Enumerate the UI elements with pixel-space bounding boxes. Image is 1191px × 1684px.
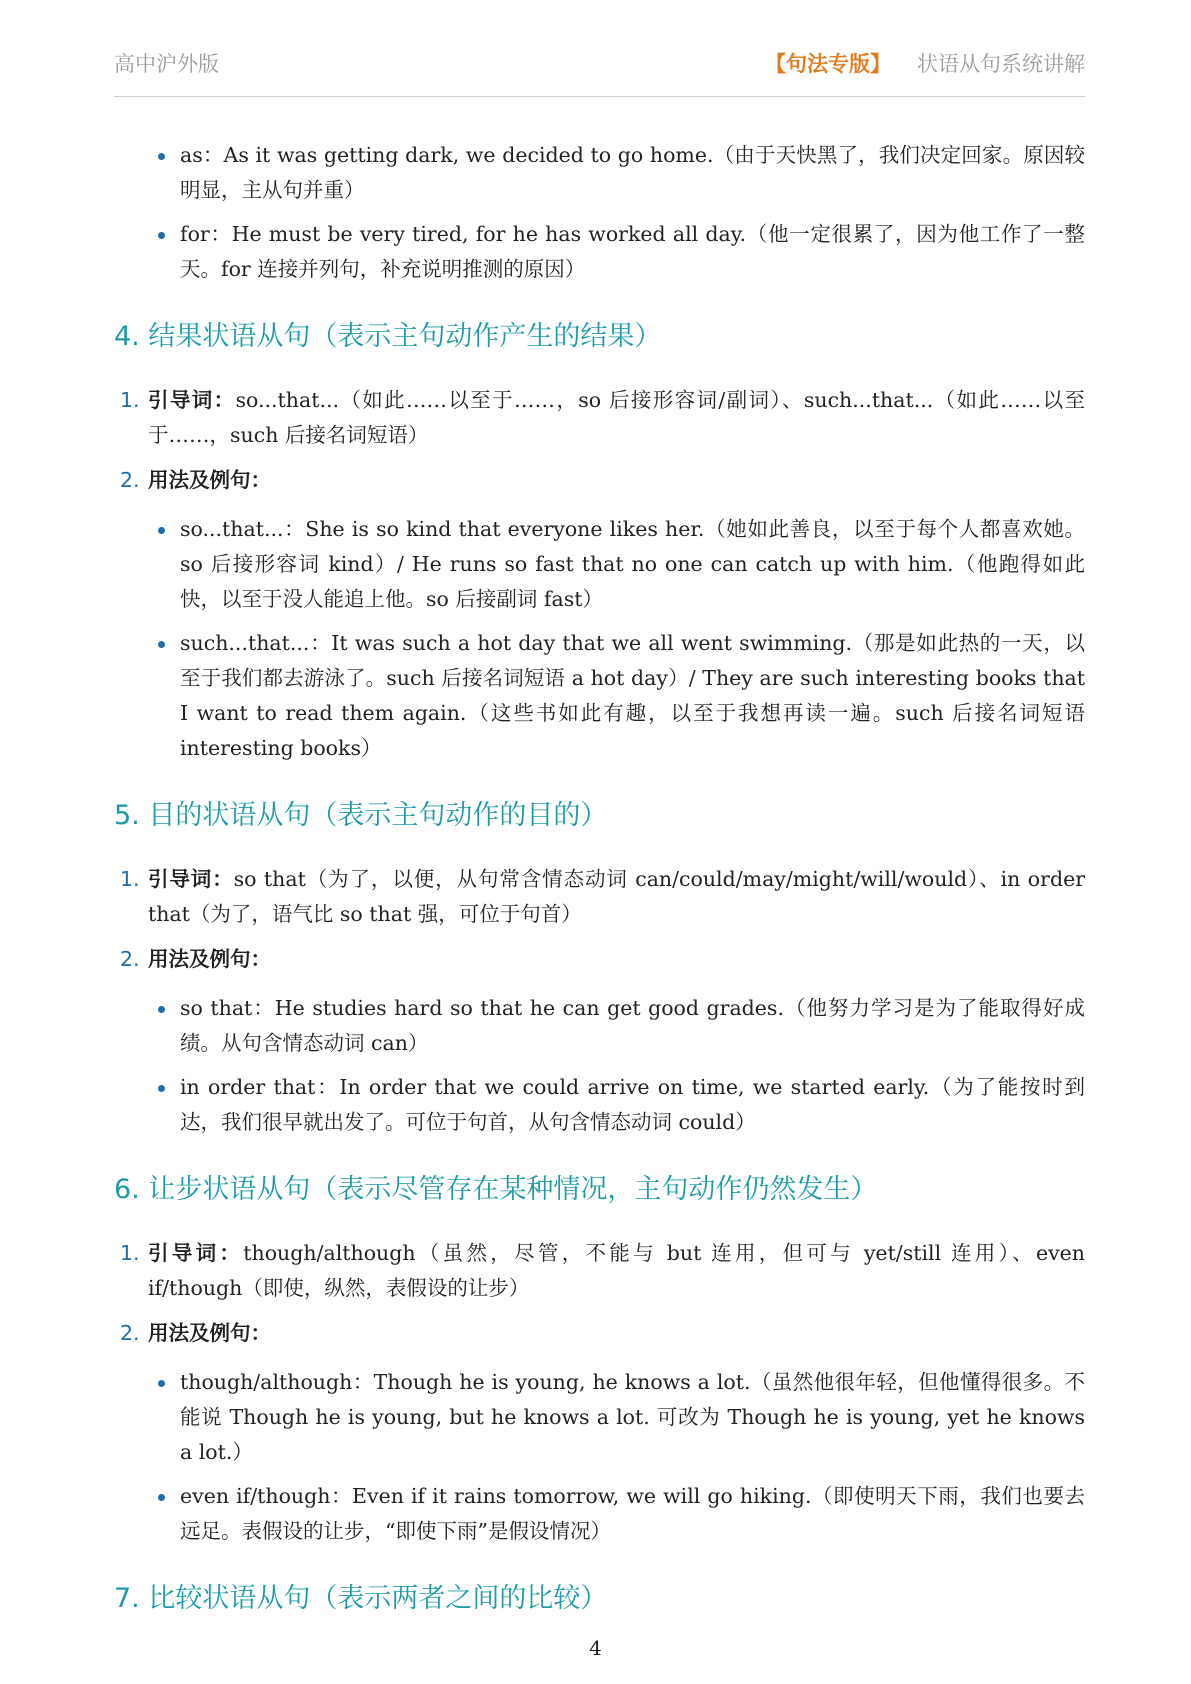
main-content xyxy=(114,138,1085,1645)
bullet-dot-icon xyxy=(158,153,165,160)
numbered-item: 2. 用法及例句： xyxy=(120,947,271,971)
bullet-dot-icon xyxy=(158,1006,165,1013)
list-item: even if/though：Even if it rains tomorrow, we will go hiking.（即使明天下雨，我们也要去远足。表假设的让步，“即使下雨”是假设情况） xyxy=(114,1479,1085,1549)
list-item: though/although：Though he is young, he knows a lot.（虽然他很年轻，但他懂得很多。不能说 Though he is young, but he knows a lot. 可改为 Though he is young, yet he knows a lot.） xyxy=(114,1365,1085,1470)
header-right xyxy=(765,48,1085,78)
list-item: for：He must be very tired, for he has worked all day.（他一定很累了，因为他工作了一整天。for 连接并列句，补充说明推测的原因） xyxy=(114,217,1085,287)
header-subtitle: 状语从句系统讲解 xyxy=(917,52,1085,76)
list-item: so that：He studies hard so that he can get good grades.（他努力学习是为了能取得好成绩。从句含情态动词 can） xyxy=(114,991,1085,1061)
numbered-item: 1. 引导词：though/although（虽然，尽管，不能与 but 连用，但可与 yet/still 连用）、even if/though（即使，纵然，表假设的让步） xyxy=(120,1241,1086,1300)
section-title-7: 7. 比较状语从句（表示两者之间的比较） xyxy=(114,1583,608,1614)
numbered-item: 1. 引导词：so...that...（如此……以至于……，so 后接形容词/副词）、such...that...（如此……以至于……，such 后接名词短语） xyxy=(120,388,1085,447)
bullet-dot-icon xyxy=(158,641,165,648)
numbered-item: 1. 引导词：so that（为了，以便，从句常含情态动词 can/could/may/might/will/would）、in order that（为了，语气比 so that 强，可位于句首） xyxy=(120,867,1085,926)
header-tag: 【句法专版】 xyxy=(765,52,891,76)
numbered-item: 2. 用法及例句： xyxy=(120,468,271,492)
example-bullet-list xyxy=(114,512,1085,766)
page-number: 4 xyxy=(589,1636,602,1660)
bullet-dot-icon xyxy=(158,232,165,239)
page-header xyxy=(114,40,1085,97)
example-bullet-list xyxy=(114,1365,1085,1549)
example-bullet-list xyxy=(114,991,1085,1140)
list-item: in order that：In order that we could arrive on time, we started early.（为了能按时到达，我们很早就出发了。可位于句首，从句含情态动词 could） xyxy=(114,1070,1085,1140)
section-title-4: 4. 结果状语从句（表示主句动作产生的结果） xyxy=(114,321,662,352)
header-left-label: 高中沪外版 xyxy=(114,52,219,76)
section-title-6: 6. 让步状语从句（表示尽管存在某种情况，主句动作仍然发生） xyxy=(114,1174,878,1205)
bullet-dot-icon xyxy=(158,527,165,534)
bullet-dot-icon xyxy=(158,1085,165,1092)
top-bullet-list xyxy=(114,138,1085,287)
section-title-5: 5. 目的状语从句（表示主句动作的目的） xyxy=(114,800,608,831)
list-item: such...that...：It was such a hot day that we all went swimming.（那是如此热的一天，以至于我们都去游泳了。such 后接名词短语 a hot day）/ They are such interesting books that I want to read them again.（这些书如此有趣，以至于我想再读一遍。such 后接名词短语 interesting books） xyxy=(114,626,1085,766)
numbered-item: 2. 用法及例句： xyxy=(120,1321,271,1345)
bullet-dot-icon xyxy=(158,1494,165,1501)
list-item: as：As it was getting dark, we decided to go home.（由于天快黑了，我们决定回家。原因较明显，主从句并重） xyxy=(114,138,1085,208)
list-item: so...that...：She is so kind that everyone likes her.（她如此善良，以至于每个人都喜欢她。so 后接形容词 kind）/ He runs so fast that no one can catch up with him.（他跑得如此快，以至于没人能追上他。so 后接副词 fast） xyxy=(114,512,1085,617)
bullet-dot-icon xyxy=(158,1380,165,1387)
